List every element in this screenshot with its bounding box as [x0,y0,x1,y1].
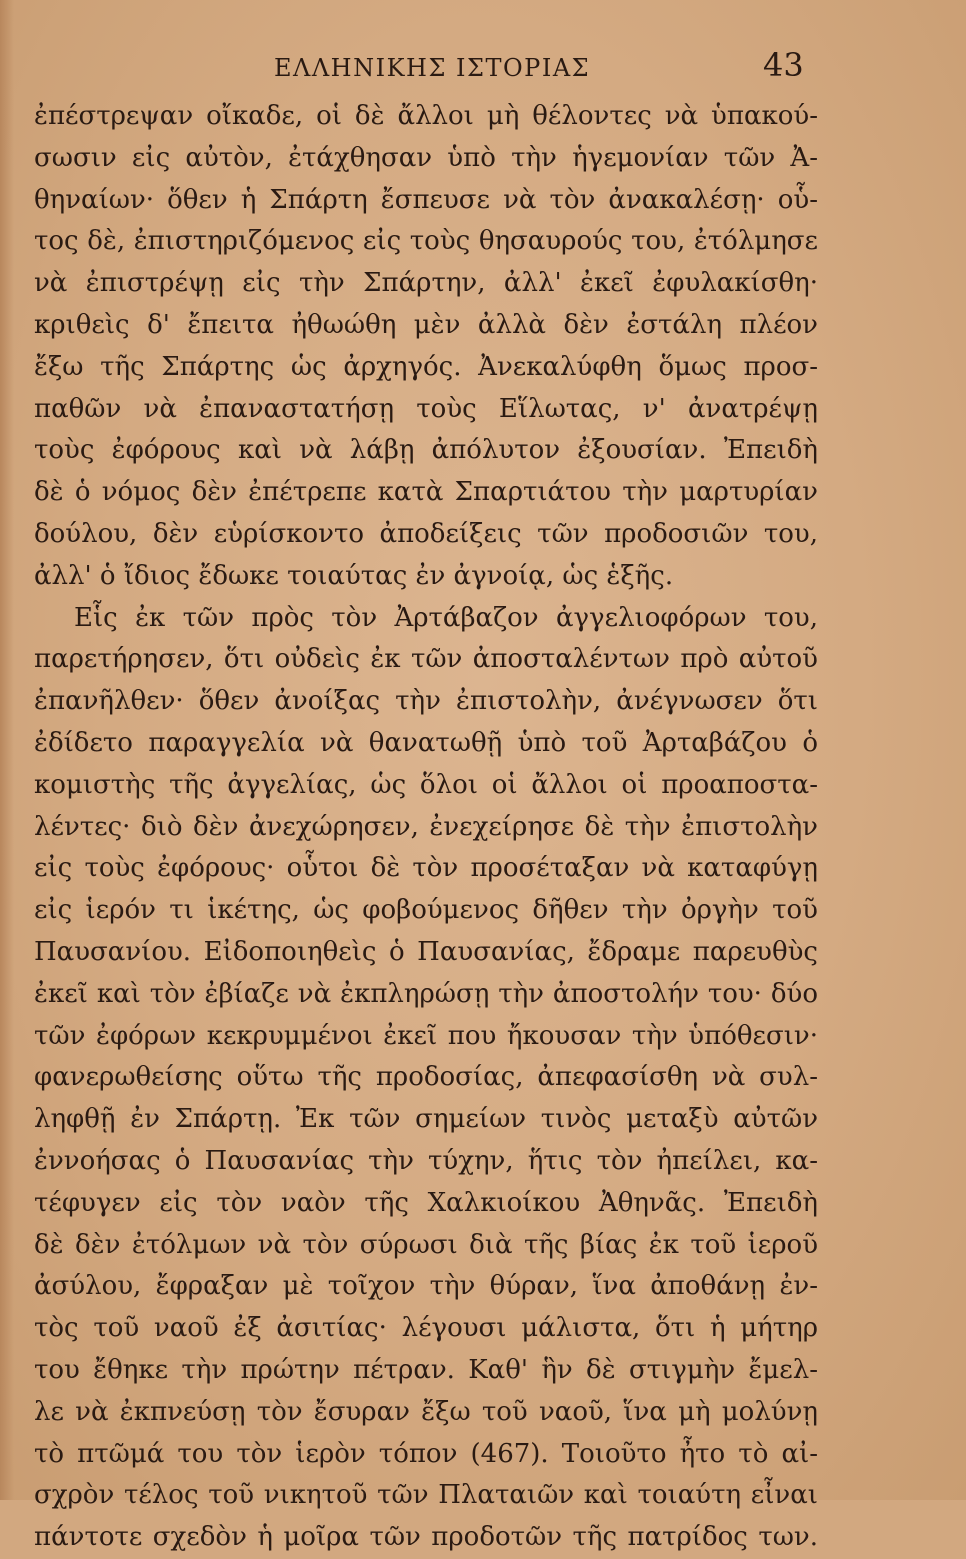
text-line: Εἷς ἐκ τῶν πρὸς τὸν Ἀρτάβαζον ἀγγελιοφόρων του, [74,602,818,633]
body-text [34,96,818,1559]
text-line: κομιστὴς τῆς ἀγγελίας, ὡς ὅλοι οἱ ἄλλοι οἱ προαποστα- [34,769,818,800]
text-line: ἐννοήσας ὁ Παυσανίας τὴν τύχην, ἥτις τὸν ἠπείλει, κα- [34,1145,818,1176]
text-line: παθῶν νὰ ἐπαναστατήσῃ τοὺς Εἵλωτας, ν' ἀνατρέψῃ [34,393,818,424]
text-line: νὰ ἐπιστρέψῃ εἰς τὴν Σπάρτην, ἀλλ' ἐκεῖ ἐφυλακίσθη· [34,268,818,299]
text-line: ἀλλ' ὁ ἴδιος ἔδωκε τοιαύτας ἐν ἀγνοίᾳ, ὡς ἑξῆς. [34,560,674,591]
text-line: ἐκεῖ καὶ τὸν ἐβίαζε νὰ ἐκπληρώσῃ τὴν ἀποστολήν του· δύο [34,978,818,1009]
text-line: εἰς τοὺς ἐφόρους· οὗτοι δὲ τὸν προσέταξαν νὰ καταφύγῃ [34,853,818,884]
text-line: τῶν ἐφόρων κεκρυμμένοι ἐκεῖ που ἤκουσαν τὴν ὑπόθεσιν· [34,1020,818,1051]
text-line: τοὺς ἐφόρους καὶ νὰ λάβῃ ἀπόλυτον ἐξουσίαν. Ἐπειδὴ [34,435,818,466]
text-line: ἀσύλου, ἔφραξαν μὲ τοῖχον τὴν θύραν, ἵνα ἀποθάνῃ ἐν- [34,1271,818,1302]
text-line: σωσιν εἰς αὐτὸν, ἐτάχθησαν ὑπὸ τὴν ἡγεμονίαν τῶν Ἀ- [34,142,818,173]
text-line: πάντοτε σχεδὸν ἡ μοῖρα τῶν προδοτῶν τῆς πατρίδος των. [34,1522,818,1553]
text-line: φανερωθείσης οὕτω τῆς προδοσίας, ἀπεφασίσθη νὰ συλ- [34,1062,818,1093]
running-title: ΕΛΛΗΝΙΚΗΣ ΙΣΤΟΡΙΑΣ [274,54,591,82]
text-line: δούλου, δὲν εὑρίσκοντο ἀποδείξεις τῶν προδοσιῶν του, [34,518,818,549]
text-line: δὲ ὁ νόμος δὲν ἐπέτρεπε κατὰ Σπαρτιάτου τὴν μαρτυρίαν [34,477,818,508]
text-line: λέντες· διὸ δὲν ἀνεχώρησεν, ἐνεχείρησε δὲ τὴν ἐπιστολὴν [34,811,818,842]
page-number: 43 [763,46,804,84]
text-line: παρετήρησεν, ὅτι οὐδεὶς ἐκ τῶν ἀποσταλέντων πρὸ αὐτοῦ [34,644,818,675]
page-header [0,44,966,88]
text-line: τέφυγεν εἰς τὸν ναὸν τῆς Χαλκιοίκου Ἀθηνᾶς. Ἐπειδὴ [34,1187,818,1218]
text-line: του ἔθηκε τὴν πρώτην πέτραν. Καθ' ἣν δὲ στιγμὴν ἔμελ- [34,1354,818,1385]
text-line: σχρὸν τέλος τοῦ νικητοῦ τῶν Πλαταιῶν καὶ τοιαύτη εἶναι [34,1480,818,1511]
text-line: τος δὲ, ἐπιστηριζόμενος εἰς τοὺς θησαυρούς του, ἐτόλμησε [34,226,818,257]
text-line: ἔξω τῆς Σπάρτης ὡς ἀρχηγός. Ἀνεκαλύφθη ὅμως προσ- [34,351,818,382]
text-line: εἰς ἱερόν τι ἱκέτης, ὡς φοβούμενος δῆθεν τὴν ὀργὴν τοῦ [34,895,818,926]
text-line: λε νὰ ἐκπνεύσῃ τὸν ἔσυραν ἔξω τοῦ ναοῦ, ἵνα μὴ μολύνῃ [34,1396,818,1427]
text-line: θηναίων· ὅθεν ἡ Σπάρτη ἔσπευσε νὰ τὸν ἀνακαλέσῃ· οὗ- [34,184,818,215]
text-line: ἐδίδετο παραγγελία νὰ θανατωθῇ ὑπὸ τοῦ Ἀρταβάζου ὁ [34,727,818,758]
text-line: Παυσανίου. Εἰδοποιηθεὶς ὁ Παυσανίας, ἔδραμε παρευθὺς [34,936,818,967]
text-line: ἐπέστρεψαν οἴκαδε, οἱ δὲ ἄλλοι μὴ θέλοντες νὰ ὑπακού- [34,101,818,131]
text-line: ληφθῇ ἐν Σπάρτῃ. Ἐκ τῶν σημείων τινὸς μεταξὺ αὐτῶν [34,1104,818,1135]
text-line: ἐπανῆλθεν· ὅθεν ἀνοίξας τὴν ἐπιστολὴν, ἀνέγνωσεν ὅτι [34,686,818,717]
text-line: κριθεὶς δ' ἔπειτα ἠθωώθη μὲν ἀλλὰ δὲν ἐστάλη πλέον [34,309,818,340]
text-line: τὸς τοῦ ναοῦ ἐξ ἀσιτίας· λέγουσι μάλιστα, ὅτι ἡ μήτηρ [34,1313,818,1344]
text-line: τὸ πτῶμά του τὸν ἱερὸν τόπον (467). Τοιοῦτο ἦτο τὸ αἰ- [34,1438,818,1469]
text-line: δὲ δὲν ἐτόλμων νὰ τὸν σύρωσι διὰ τῆς βίας ἐκ τοῦ ἱεροῦ [34,1229,818,1260]
